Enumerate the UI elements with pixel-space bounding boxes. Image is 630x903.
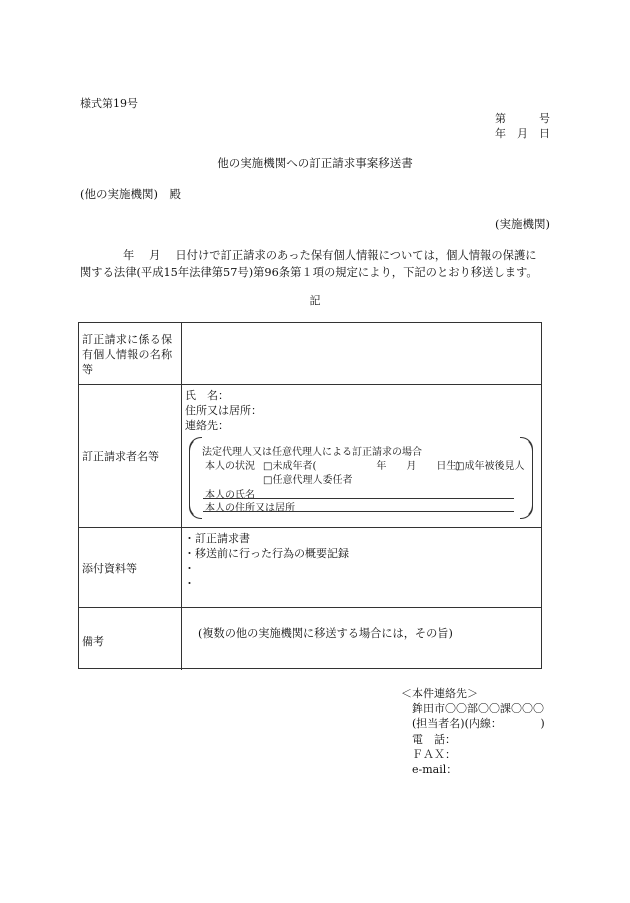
requester-name-label: 氏 名： [185,389,229,402]
requester-address-label: 住所又は居所： [185,404,262,417]
contact-heading: ＜本件連絡先＞ [401,687,478,700]
minor-checkbox-option[interactable]: □未成年者( 年 月 日生) [263,461,461,472]
row-requester [79,384,541,527]
row1-label: 訂正請求に係る保有個人情報の名称等 [82,333,173,376]
body-line-1: 年 月 日付けで訂正請求のあった保有個人情報については，個人情報の保護に [123,249,537,262]
contact-phone: 電 話： [412,733,456,746]
person-address-label: 本人の住所又は居所 [205,503,295,514]
transfer-table [78,322,542,669]
sender-agency: (実施機関) [495,217,550,231]
person-address-line[interactable] [203,511,514,512]
row3-label: 添付資料等 [82,562,137,575]
row-attachments [79,527,541,607]
body-line-2: 関する法律(平成15年法律第57号)第96条第１項の規定により，下記のとおり移送します。 [80,266,538,279]
form-number: 様式第19号 [80,97,138,110]
attachment-item: ・ [184,577,195,590]
contact-email: e-mail： [412,763,458,776]
attachment-item: ・ [184,562,195,575]
row-remarks [79,607,541,670]
contact-person: (担当者名)(内線： ) [412,717,545,730]
date-line: 年 月 日 [495,127,550,140]
addressee: (他の実施機関) 殿 [80,187,181,201]
document-title: 他の実施機関への訂正請求事案移送書 [217,156,413,170]
row2-label: 訂正請求者名等 [82,450,159,463]
ki-heading: 記 [309,294,321,307]
requester-contact-label: 連絡先： [185,419,229,432]
person-status-label: 本人の状況 [205,461,255,472]
adult-ward-checkbox-option[interactable]: □成年被後見人 [455,461,525,472]
document-number-line: 第 号 [495,112,550,125]
row-information-name [79,323,541,384]
attachment-item: ・移送前に行った行為の概要記録 [184,547,349,560]
attachment-item: ・訂正請求書 [184,532,250,545]
row4-label: 備考 [82,635,104,648]
representative-heading: 法定代理人又は任意代理人による訂正請求の場合 [202,447,422,458]
remarks-note: (複数の他の実施機関に移送する場合には，その旨) [198,627,453,640]
voluntary-agent-checkbox-option[interactable]: □任意代理人委任者 [263,475,353,486]
person-name-label: 本人の氏名 [205,490,255,501]
row1-value-field[interactable] [183,323,541,384]
contact-department: 鉾田市〇〇部〇〇課〇〇〇 [412,702,544,715]
contact-fax: ＦＡＸ： [412,748,456,761]
